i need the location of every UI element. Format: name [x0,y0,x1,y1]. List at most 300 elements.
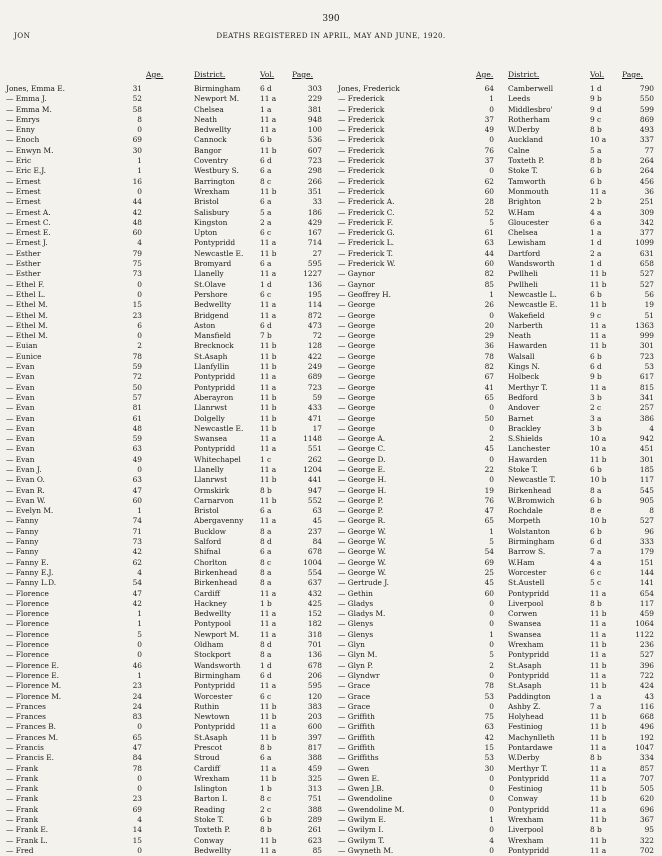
table-row [338,424,656,434]
table-row [6,424,324,434]
entry-name: — Grace [338,691,371,701]
table-row [6,414,324,424]
entry-page: 696 [639,804,654,814]
entry-page: 333 [639,537,654,547]
entry-age: 46 [132,660,142,670]
table-row [338,568,656,578]
entry-name: — George [338,403,376,413]
entry-district: Barton I. [194,794,228,804]
entry-page: 249 [307,362,322,372]
entry-name: — Frederick W. [338,259,396,269]
entry-age: 1 [489,629,494,639]
entry-page: 637 [307,578,322,588]
entry-age: 15 [132,835,142,845]
table-row [338,805,656,815]
entry-age: 60 [484,186,494,196]
entry-age: 63 [132,444,142,454]
entry-age: 29 [484,331,494,341]
entry-page: 262 [307,454,322,464]
entry-name: — Enwyn M. [6,145,54,155]
entry-name: — Glyn M. [338,650,378,660]
entry-district: Pontypridd [508,670,550,680]
table-row [6,671,324,681]
entry-district: Aston [194,320,216,330]
table-row [6,125,324,135]
entry-district: St.Asaph [194,732,228,742]
table-row [6,259,324,269]
entry-name: — Frank [6,763,39,773]
entry-district: Corwen [508,609,538,619]
entry-page: 96 [644,526,654,536]
entry-volume: 4 a [590,207,602,217]
entry-age: 69 [132,804,142,814]
entry-page: 388 [307,804,322,814]
entry-age: 71 [132,526,142,536]
vol-header: Vol. [590,70,605,79]
entry-page: 536 [307,135,322,145]
entry-page: 551 [307,444,322,454]
entry-page: 236 [639,640,654,650]
table-row [6,599,324,609]
entry-age: 0 [489,598,494,608]
entry-page: 432 [307,588,322,598]
entry-volume: 8 c [260,176,272,186]
entry-district: Pontardawe [508,743,553,752]
entry-district: Wolstanton [508,526,551,536]
entry-name: — Ethel M. [6,320,48,330]
table-row [6,681,324,691]
entry-district: Middlesbro' [508,104,553,114]
entry-name: — Fanny E.J. [6,567,54,577]
entry-page: 678 [307,547,322,557]
entry-name: — Emma J. [6,94,47,104]
entry-district: Salford [194,537,222,547]
entry-age: 49 [132,454,142,464]
entry-volume: 11 b [260,186,277,196]
entry-name: — Florence M. [6,691,62,701]
entry-page: 545 [639,485,654,495]
entry-volume: 11 b [590,300,607,310]
entry-age: 47 [132,485,142,495]
entry-name: — Frederick T. [338,248,393,258]
entry-page: 251 [639,197,654,207]
entry-name: — George E. [338,464,386,474]
table-row [338,547,656,557]
entry-volume: 11 b [590,640,607,650]
table-row [338,434,656,444]
entry-name: — George [338,300,376,310]
entry-name: — George H. [338,485,387,495]
entry-name: — Ethel M. [6,310,48,320]
entry-name: — Frederick [338,166,385,176]
entry-name: — Frederick G. [338,228,395,238]
table-row [6,383,324,393]
table-row [6,722,324,732]
entry-volume: 6 a [590,217,602,227]
entry-name: — Ernest [6,197,41,207]
page-title: DEATHS REGISTERED IN APRIL, MAY AND JUNE, 1920. [216,31,446,40]
entry-volume: 6 a [260,166,272,176]
entry-name: — Eunice [6,351,42,361]
left-entries [6,84,324,856]
entry-page: 701 [307,640,322,650]
entry-page: 714 [307,238,322,248]
entry-page: 527 [639,269,654,279]
table-row [338,300,656,310]
entry-volume: 8 b [260,825,272,835]
entry-district: Rochdale [508,506,543,516]
entry-page: 264 [639,156,654,166]
entry-volume: 9 c [590,310,602,320]
entry-page: 505 [639,784,654,794]
entry-page: 51 [644,310,654,320]
entry-volume: 11 b [260,835,277,845]
entry-age: 5 [489,650,494,660]
entry-page: 397 [307,732,322,742]
table-row [6,496,324,506]
entry-age: 24 [132,701,142,711]
entry-district: Wakefield [508,310,545,320]
entry-page: 707 [639,773,654,783]
table-row [6,784,324,794]
entry-name: — Frederick [338,176,385,186]
entry-volume: 8 c [260,557,272,567]
entry-district: Lewisham [508,238,546,248]
entry-age: 42 [132,598,142,608]
entry-name: — Geoffrey H. [338,289,391,299]
entry-page: 367 [639,815,654,825]
entry-district: Bristol [194,506,219,516]
entry-age: 45 [484,578,494,588]
entry-volume: 5 a [590,145,602,155]
entry-name: — Florence E. [6,670,59,680]
entry-name: — Ethel L. [6,289,46,299]
entry-age: 47 [132,588,142,598]
entry-name: — Fanny [6,526,39,536]
entry-volume: 11 a [590,650,607,660]
entry-volume: 11 b [590,681,607,691]
entry-page: 554 [307,567,322,577]
entry-page: 266 [307,176,322,186]
table-row [338,681,656,691]
entry-district: Pwllheli [508,269,538,279]
entry-age: 25 [484,567,494,577]
entry-district: Morpeth [508,516,541,526]
entry-page: 459 [639,609,654,619]
table-row [338,383,656,393]
entry-page: 654 [639,588,654,598]
entry-name: — Evan J. [6,464,42,474]
entry-district: Monmouth [508,186,549,196]
entry-volume: 2 a [590,248,602,258]
entry-name: — Fred [6,845,34,855]
entry-page: 303 [307,84,322,93]
entry-page: 179 [639,547,654,557]
entry-age: 63 [484,722,494,732]
entry-district: Festiniog [508,722,543,732]
entry-age: 0 [489,845,494,855]
entry-district: Wrexham [194,186,230,196]
entry-page: 386 [639,413,654,423]
table-row [338,156,656,166]
table-row [338,372,656,382]
entry-volume: 8 b [590,753,602,763]
entry-age: 0 [489,403,494,413]
entry-name: — Evan [6,382,35,392]
table-row [338,784,656,794]
entry-age: 60 [484,259,494,269]
entry-age: 0 [489,619,494,629]
entry-district: Leeds [508,94,531,104]
entry-page: 195 [307,289,322,299]
entry-district: Gloucester [508,217,549,227]
entry-district: Westbury S. [194,166,239,176]
entry-name: Jones, Frederick [338,84,400,93]
entry-age: 0 [489,454,494,464]
entry-district: Stroud [194,753,220,763]
entry-name: — Florence [6,609,49,619]
entry-district: Newport M. [194,94,240,104]
entry-name: — Frederick [338,94,385,104]
entry-volume: 2 a [260,217,272,227]
table-row [338,197,656,207]
entry-age: 42 [132,547,142,557]
entry-volume: 8 a [260,526,272,536]
table-row [6,537,324,547]
entry-age: 57 [132,392,142,402]
entry-volume: 11 b [260,145,277,155]
entry-age: 30 [484,763,494,773]
entry-age: 37 [484,156,494,166]
entry-age: 0 [489,670,494,680]
entry-age: 58 [132,104,142,114]
entry-age: 0 [489,701,494,711]
entry-page: 623 [307,835,322,845]
entry-page: 152 [307,609,322,619]
entry-name: — George [338,423,376,433]
entry-name: — Frank [6,794,39,804]
table-row [338,671,656,681]
entry-district: Liverpool [508,598,544,608]
entry-age: 62 [132,557,142,567]
entry-page: 128 [307,341,322,351]
age-header: Age. [476,70,494,79]
entry-name: — Gladys M. [338,609,386,619]
entry-name: — Ernest J. [6,238,48,248]
entry-volume: 11 b [260,732,277,742]
table-row [6,486,324,496]
entry-age: 61 [132,413,142,423]
entry-page: 607 [307,145,322,155]
entry-name: — Florence E. [6,660,59,670]
entry-age: 0 [137,125,142,135]
table-row [338,280,656,290]
entry-age: 44 [484,248,494,258]
entry-age: 49 [484,125,494,135]
entry-name: — Gaynor [338,279,375,289]
entry-district: Birmingham [508,537,555,547]
entry-district: Conway [508,794,538,804]
entry-page: 84 [312,537,322,547]
entry-district: Pontypridd [194,382,236,392]
entry-volume: 11 a [590,845,607,855]
entry-name: — Ernest [6,176,41,186]
entry-name: — Florence [6,650,49,660]
entry-volume: 6 b [590,526,602,536]
entry-district: Swansea [508,619,542,629]
entry-district: Brackley [508,423,541,433]
entry-volume: 11 b [260,495,277,505]
table-row [6,650,324,660]
entry-name: — Florence M. [6,681,62,691]
entry-district: Wandsworth [194,660,241,670]
entry-page: 942 [639,434,654,444]
entry-age: 63 [132,475,142,485]
entry-volume: 8 c [260,794,272,804]
entry-age: 64 [484,84,494,93]
entry-district: Pershore [194,289,228,299]
entry-district: Chelsea [508,228,538,238]
entry-district: Stoke T. [194,815,224,825]
table-row [6,105,324,115]
entry-age: 50 [484,413,494,423]
table-row [338,743,656,753]
entry-page: 301 [639,454,654,464]
entry-volume: 11 a [260,434,277,444]
entry-age: 1 [489,94,494,104]
table-row [338,238,656,248]
entry-page: 27 [312,248,322,258]
entry-name: — George [338,310,376,320]
table-row [338,506,656,516]
entry-page: 595 [307,681,322,691]
table-row [6,836,324,846]
entry-district: Pontypridd [194,722,236,732]
entry-name: — Gaynor [338,269,375,279]
entry-page: 167 [307,228,322,238]
entry-district: Coventry [194,156,229,166]
entry-name: — Frederick [338,145,385,155]
entry-district: Hawarden [508,454,547,464]
entry-page: 377 [639,228,654,238]
entry-page: 117 [639,475,654,485]
entry-age: 72 [132,372,142,382]
entry-district: Ormskirk [194,485,230,495]
entry-district: St.Olave [194,279,226,289]
entry-page: 817 [307,743,322,752]
entry-name: — Frederick [338,186,385,196]
entry-volume: 1 d [590,84,602,93]
entry-age: 59 [132,362,142,372]
table-row [6,372,324,382]
entry-volume: 11 a [260,125,277,135]
entry-age: 0 [137,186,142,196]
entry-district: Pontypridd [508,804,550,814]
entry-name: — George [338,362,376,372]
entry-district: Newcastle T. [508,475,556,485]
entry-name: — George [338,320,376,330]
entry-name: — Evan W. [6,495,46,505]
entry-district: Cardiff [194,588,220,598]
entry-page: 451 [639,444,654,454]
table-row [338,496,656,506]
table-row [338,187,656,197]
entry-page: 668 [639,712,654,722]
table-row [6,187,324,197]
entry-volume: 6 c [260,228,272,238]
entry-name: — Gwendoline M. [338,804,405,814]
table-row [6,712,324,722]
right-column-header [338,70,656,84]
entry-page: 45 [312,516,322,526]
entry-district: Pontypool [194,619,232,629]
page-header: Page. [622,70,644,79]
table-row [6,661,324,671]
entry-volume: 11 b [590,609,607,619]
table-row [338,661,656,671]
entry-page: 527 [639,650,654,660]
entry-page: 206 [307,670,322,680]
entry-name: — Ethel M. [6,300,48,310]
entry-name: — Glenys [338,619,374,629]
entry-age: 22 [484,464,494,474]
entry-district: Narberth [508,320,543,330]
table-row [6,589,324,599]
entry-district: Bucklow [194,526,226,536]
entry-page: 325 [307,773,322,783]
table-row [338,403,656,413]
entry-age: 24 [132,691,142,701]
entry-page: 456 [639,176,654,186]
entry-age: 69 [132,135,142,145]
entry-name: — George W. [338,567,387,577]
entry-age: 74 [132,516,142,526]
entry-volume: 11 a [590,382,607,392]
entry-page: 857 [639,763,654,773]
entry-page: 1047 [635,743,654,752]
entry-age: 0 [489,135,494,145]
table-row [6,516,324,526]
entry-name: — Frank [6,815,39,825]
entry-name: — Gertrude J. [338,578,390,588]
entry-district: Camberwell [508,84,554,93]
entry-age: 0 [489,784,494,794]
entry-page: 85 [312,845,322,855]
entry-volume: 11 b [590,835,607,845]
entry-name: — Frederick [338,156,385,166]
entry-volume: 8 b [590,125,602,135]
table-row [6,692,324,702]
entry-volume: 8 a [260,567,272,577]
entry-volume: 11 b [590,794,607,804]
table-row [6,341,324,351]
entry-district: Islington [194,784,228,794]
right-column [338,70,656,856]
entry-page: 114 [307,300,322,310]
entry-name: — Ernest C. [6,217,51,227]
entry-name: — Emma M. [6,104,52,114]
entry-volume: 8 b [590,598,602,608]
entry-volume: 11 a [260,629,277,639]
entry-district: Pontypridd [194,444,236,454]
entry-district: Rotherham [508,114,550,124]
entry-age: 48 [132,423,142,433]
entry-name: — Francis [6,743,44,752]
entry-age: 19 [484,485,494,495]
table-row [338,619,656,629]
table-row [6,619,324,629]
table-row [338,640,656,650]
